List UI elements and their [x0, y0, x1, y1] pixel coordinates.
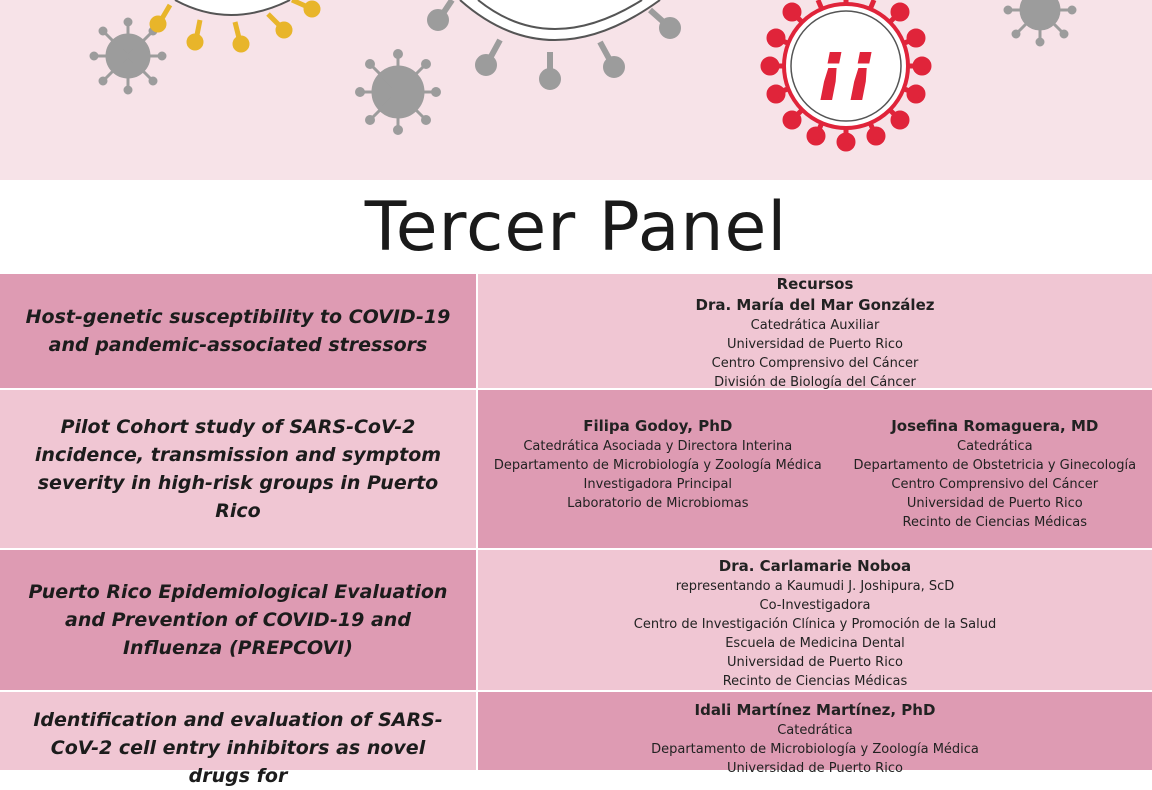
- speaker-line: Centro Comprensivo del Cáncer: [891, 477, 1099, 492]
- virus-icon-red: [763, 0, 929, 149]
- topic-cell: [0, 550, 478, 690]
- speaker-name: Josefina Romaguera, MD: [891, 417, 1099, 435]
- virus-icon-gray-small: [356, 50, 441, 135]
- speaker-line: Catedrática Auxiliar: [750, 318, 880, 333]
- topic-text: Puerto Rico Epidemiological Evaluation and Prevention of COVID-19 and Influenza (PREPCOVI): [28, 581, 448, 659]
- table-row: [0, 692, 1152, 787]
- speaker-cell: [478, 692, 1152, 776]
- virus-icon-gray-center: [430, 0, 678, 87]
- speaker-line: División de Biología del Cáncer: [714, 375, 916, 390]
- speaker-line: Escuela de Medicina Dental: [725, 636, 905, 651]
- speaker-cell: [478, 390, 1152, 548]
- topic-text: Pilot Cohort study of SARS-CoV-2 incidence, transmission and symptom severity in high-risk groups in Puerto Rico: [34, 416, 442, 522]
- topic-text: Host-genetic susceptibility to COVID-19 and pandemic-associated stressors: [25, 306, 451, 356]
- speaker-block: [853, 416, 1136, 548]
- speaker-line: Co-Investigadora: [759, 598, 871, 613]
- topic-cell: [0, 390, 478, 548]
- speaker-line: Recinto de Ciencias Médicas: [722, 674, 908, 689]
- speaker-cell: [478, 274, 1152, 388]
- speaker-name: Idali Martínez Martínez, PhD: [694, 701, 936, 719]
- speaker-line: representando a Kaumudi J. Joshipura, ScD: [675, 579, 955, 594]
- title-bar: [0, 180, 1152, 274]
- speaker-line: Centro Comprensivo del Cáncer: [711, 356, 919, 371]
- speaker-line: Catedrática: [957, 439, 1033, 454]
- speaker-line: Universidad de Puerto Rico: [727, 337, 903, 352]
- table-row: [0, 550, 1152, 692]
- virus-illustration: [0, 0, 1152, 180]
- topic-cell: [0, 692, 478, 787]
- speaker-block: [651, 692, 979, 776]
- page-title: Tercer Panel: [364, 187, 788, 267]
- speaker-line: Catedrática: [777, 723, 853, 738]
- table-row: [0, 274, 1152, 390]
- speaker-line: Laboratorio de Microbiomas: [567, 496, 749, 511]
- virus-icon-yellow: [152, 0, 318, 50]
- speaker-cell: [478, 550, 1152, 690]
- speaker-line: Recinto de Ciencias Médicas: [902, 515, 1088, 530]
- table-row: [0, 390, 1152, 550]
- speaker-line: Investigadora Principal: [583, 477, 733, 492]
- speaker-line: Universidad de Puerto Rico: [727, 655, 903, 670]
- speaker-line: Centro de Investigación Clínica y Promoción de la Salud: [633, 617, 997, 632]
- speaker-name: Dra. María del Mar González: [695, 296, 935, 314]
- speaker-block: [696, 274, 935, 388]
- speaker-line: Departamento de Microbiología y Zoología Médica: [493, 458, 822, 473]
- speaker-line: Departamento de Microbiología y Zoología Médica: [651, 742, 979, 757]
- speaker-line: Departamento de Obstetricia y Ginecología: [853, 458, 1137, 473]
- virus-banner: [0, 0, 1152, 180]
- speaker-name: Filipa Godoy, PhD: [583, 417, 733, 435]
- speaker-block: [634, 550, 996, 690]
- virus-badge-text: ¡¡: [815, 27, 877, 104]
- speaker-name: Dra. Carlamarie Noboa: [718, 557, 912, 575]
- panel-table: [0, 274, 1152, 787]
- section-header: Recursos: [776, 275, 854, 293]
- topic-text: Identification and evaluation of SARS-CoV-2 cell entry inhibitors as novel drugs for: [33, 709, 443, 787]
- speaker-line: Universidad de Puerto Rico: [727, 761, 903, 776]
- speaker-line: Catedrática Asociada y Directora Interina: [523, 439, 793, 454]
- topic-cell: [0, 274, 478, 388]
- virus-icon-gray-right: [1004, 0, 1076, 46]
- speaker-line: Universidad de Puerto Rico: [906, 496, 1083, 511]
- speaker-block: [494, 416, 822, 548]
